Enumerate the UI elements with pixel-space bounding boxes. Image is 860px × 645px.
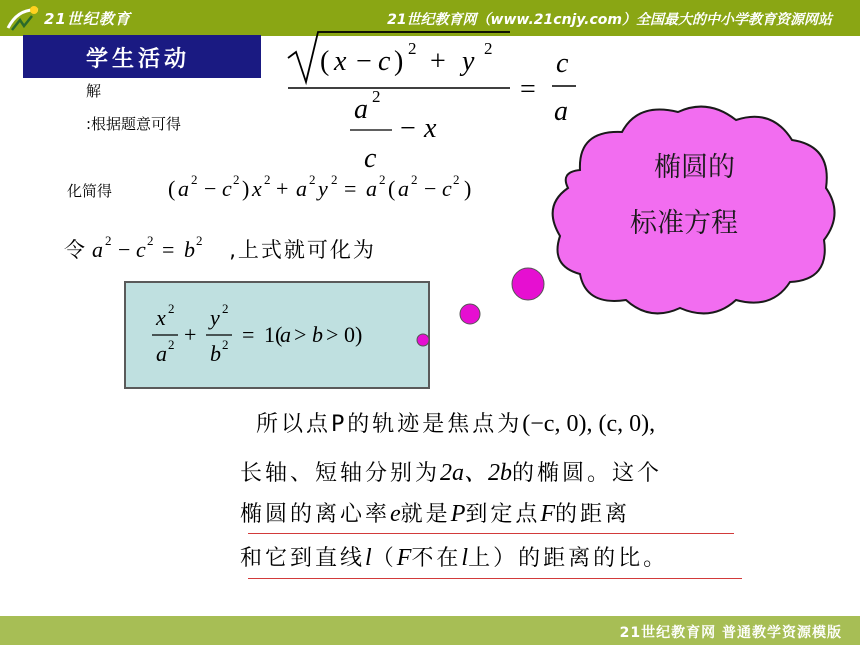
svg-text:+: + (430, 46, 446, 77)
line-l-symbol: l (365, 545, 372, 571)
svg-text:>: > (294, 322, 307, 347)
svg-text:2: 2 (191, 172, 198, 187)
standard-equation (148, 285, 448, 385)
svg-text:+: + (276, 176, 289, 201)
svg-text:a: a (280, 322, 291, 347)
svg-text:−: − (204, 176, 217, 201)
let-prefix: 令 (64, 238, 85, 262)
svg-text:a: a (156, 341, 167, 366)
svg-text:2: 2 (222, 337, 229, 352)
svg-text:1(: 1( (264, 322, 283, 347)
line-l-symbol-2: l (461, 545, 469, 571)
svg-text:c: c (222, 176, 232, 201)
svg-text:c: c (136, 237, 146, 262)
svg-text:2: 2 (168, 301, 175, 316)
svg-text:(: ( (168, 176, 176, 201)
conclusion-text-4b: （ (371, 546, 397, 571)
svg-text:2: 2 (331, 172, 338, 187)
svg-text:c: c (556, 48, 569, 79)
svg-text:c: c (364, 143, 377, 174)
footer-text: 21世纪教育网 普通教学资源模版 (619, 625, 842, 641)
svg-text:2: 2 (196, 233, 203, 248)
svg-text:2: 2 (372, 87, 381, 106)
svg-text:0): 0) (344, 322, 363, 347)
svg-text:x: x (252, 176, 262, 201)
svg-text:−: − (400, 113, 416, 144)
conclusion-text-2b: 的椭圆。这个 (512, 461, 663, 486)
svg-text:−: − (118, 237, 131, 262)
footer-bar (0, 616, 860, 645)
conclusion-text-3d: 的距离 (555, 502, 631, 527)
substitution-line (64, 233, 376, 267)
svg-text:2: 2 (264, 172, 271, 187)
conclusion-text-4d: 上）的距离的比。 (468, 546, 669, 571)
svg-text:a: a (398, 176, 409, 201)
conclusion-text-4c: 不在 (411, 546, 462, 571)
svg-text:=: = (520, 74, 536, 105)
point-p-symbol: P (450, 501, 466, 527)
svg-text:2: 2 (411, 172, 418, 187)
svg-text:): ) (394, 46, 404, 77)
logo-icon (4, 2, 44, 34)
conclusion-text-1: 所以点P的轨迹是焦点为 (256, 412, 523, 437)
axes-math: 2a、2b (440, 460, 513, 486)
svg-text:2: 2 (453, 172, 460, 187)
svg-text:2: 2 (309, 172, 316, 187)
banner-text: 21世纪教育网（www.21cnjy.com）全国最大的中小学教育资源网站 (387, 12, 832, 28)
svg-text:c: c (442, 176, 452, 201)
simplify-label: 化简得 (67, 182, 113, 200)
cloud-label-line1: 椭圆的 (654, 152, 735, 183)
conclusion-line-4 (240, 541, 668, 572)
svg-text:): ) (242, 176, 250, 201)
svg-text:b: b (184, 237, 196, 262)
slide-title-text: 学生活动 (86, 47, 191, 72)
svg-text:2: 2 (168, 337, 175, 352)
thought-bubble-medium (460, 304, 480, 324)
svg-text:2: 2 (105, 233, 112, 248)
cloud-label-line2: 标准方程 (630, 208, 738, 239)
svg-text:x: x (334, 46, 347, 77)
svg-text:=: = (162, 237, 175, 262)
conclusion-text-3b: 就是 (400, 502, 451, 527)
svg-text:y: y (210, 305, 220, 330)
svg-text:2: 2 (408, 39, 417, 58)
thought-bubble-small (417, 334, 429, 346)
svg-text:y: y (318, 176, 328, 201)
svg-text:a: a (366, 176, 377, 201)
svg-text:(: ( (320, 46, 330, 77)
svg-text:2: 2 (222, 301, 229, 316)
svg-text:b: b (210, 341, 221, 366)
conclusion-text-4a: 和它到直线 (240, 546, 366, 571)
svg-text:a: a (354, 94, 368, 125)
conclusion-text-3c: 到定点 (465, 502, 541, 527)
logo-text: 21世纪教育 (44, 10, 131, 28)
substitution-math (90, 233, 224, 265)
svg-text:2: 2 (484, 39, 493, 58)
standard-equation-box (124, 281, 430, 389)
underline-2 (248, 578, 742, 579)
svg-text:c: c (378, 46, 391, 77)
svg-text:): ) (464, 176, 472, 201)
conclusion-text-2a: 长轴、短轴分别为 (240, 461, 441, 486)
underline-1 (248, 533, 734, 534)
by-problem-label: :根据题意可得 (86, 115, 182, 133)
svg-text:b: b (312, 322, 323, 347)
svg-text:−: − (424, 176, 437, 201)
svg-text:(: ( (388, 176, 396, 201)
svg-text:y: y (462, 46, 475, 77)
eccentricity-symbol: e (390, 501, 401, 527)
svg-text:+: + (184, 322, 197, 347)
svg-text:x: x (156, 305, 166, 330)
thought-cloud (410, 96, 842, 396)
conclusion-text-3a: 椭圆的离心率 (240, 502, 391, 527)
svg-text:x: x (424, 113, 437, 144)
svg-text:=: = (242, 322, 255, 347)
slide-title (23, 35, 261, 78)
svg-text:a: a (296, 176, 307, 201)
thought-bubble-large (512, 268, 544, 300)
focus-f-symbol: F (540, 501, 556, 527)
conclusion-line-1 (256, 407, 655, 438)
svg-text:−: − (356, 46, 372, 77)
svg-text:2: 2 (379, 172, 386, 187)
svg-text:=: = (344, 176, 357, 201)
svg-text:2: 2 (147, 233, 154, 248)
svg-text:a: a (554, 96, 568, 127)
solution-label: 解 (86, 82, 102, 100)
svg-text:a: a (92, 237, 104, 262)
conclusion-line-2 (240, 452, 662, 487)
svg-text:a: a (178, 176, 189, 201)
let-suffix: ,上式就可化为 (229, 238, 376, 262)
svg-text:2: 2 (233, 172, 240, 187)
svg-text:>: > (326, 322, 339, 347)
conclusion-line-3 (240, 497, 630, 528)
foci-math: (−c, 0), (c, 0), (522, 411, 656, 437)
focus-f-symbol-2: F (396, 545, 412, 571)
